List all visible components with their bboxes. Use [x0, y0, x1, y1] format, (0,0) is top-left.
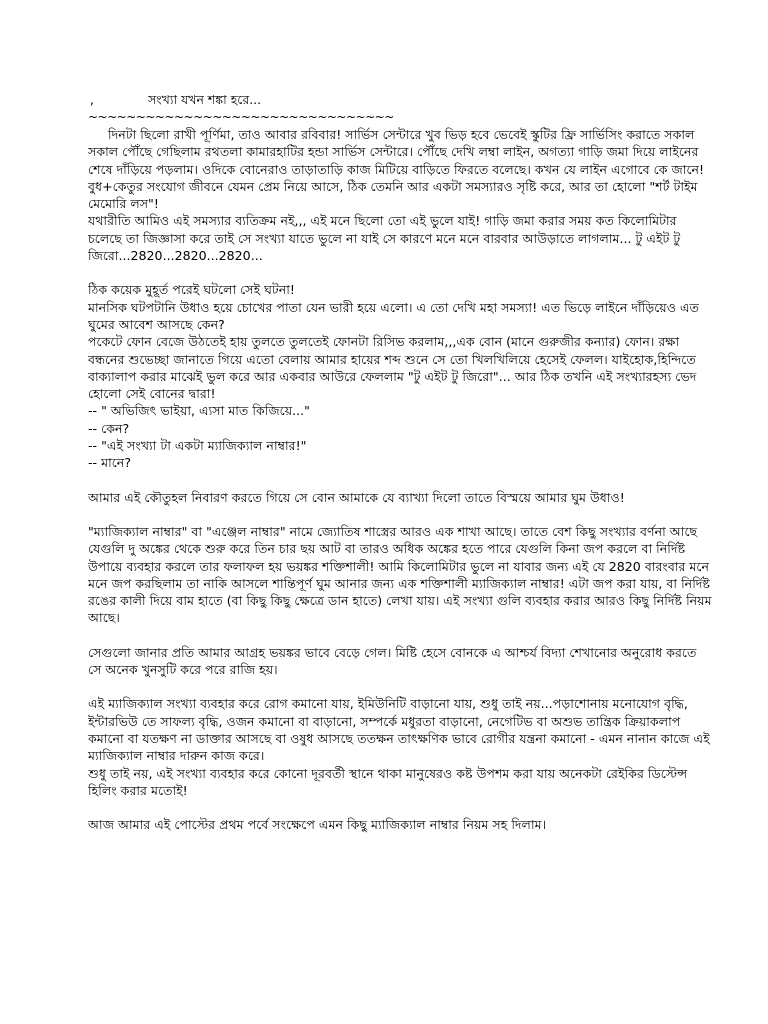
paragraph-curiosity: আমার এই কৌতুহল নিবারণ করতে গিয়ে সে বোন আমাকে যে ব্যাখ্যা দিলো তাতে বিস্ময়ে আমার ঘুম উধাও! [88, 489, 625, 505]
dialog-line: -- কেন? [88, 420, 130, 436]
paragraph-interest: সেগুলো জানার প্রতি আমার আগ্রহ ভয়ঙ্কর ভাবে বেড়ে গেল। মিষ্টি হেসে বোনকে এ আশ্চর্য বিদ্যা শেখানোর অনুরোধ করতে সে অনেক খুনসুটি করে পরে রাজি হয়। [88, 644, 697, 678]
dialog-line: -- " অভিজিৎ ভাইয়া, এ্যসা মাত কিজিয়ে..." [88, 403, 310, 419]
paragraph-event: ঠিক কয়েক মুহূর্ত পরেই ঘটলো সেই ঘটনা! [88, 282, 295, 298]
dialog-line: -- "এই সংখ্যা টা একটা ম্যাজিক্যাল নাম্বার!" [88, 438, 307, 454]
spacer [88, 627, 712, 644]
paragraph-memory: যথারীতি আমিও এই সমস্যার ব্যতিক্রম নই,,, এই মনে ছিলো তো এই ভুলে যাই! গাড়ি জমা করার সময় কত কিলোমিটার চলেছে তা জিজ্ঞাসা করে তাই সে সংখ্যা যাতে ভুলে না যাই সে কারণে মনে মনে বারবার আউড়াতে লাগলাম... টু এইট টু জিরো...2820...2820...2820... [88, 213, 681, 264]
title-separator: ~~~~~~~~~~~~~~~~~~~~~~~~~~~~~~~~ [88, 110, 394, 124]
title-row [88, 92, 712, 112]
spacer [88, 799, 712, 816]
paragraph-intro: দিনটা ছিলো রাখী পূর্ণিমা, তাও আবার রবিবার! সার্ভিস সেন্টারে খুব ভিড় হবে ভেবেই স্কুটির ফ্রি সার্ভিসিং করাতে সকাল সকাল পৌঁছে গেছিলাম রথতলা কামারহাটির হন্ডা সার্ভিস সেন্টারে। পৌঁছে দেখি লম্বা লাইন, অগত্যা গাড়ি জমা দিয়ে লাইনের শেষে দাঁড়িয়ে পড়লাম। ওদিকে বোনেরাও তাড়াতাড়ি কাজ মিটিয়ে বাড়িতে ফিরতে বলেছে। কখন যে লাইন এগোবে কে জানে! [88, 127, 705, 177]
paragraph-uses: এই ম্যাজিক্যাল সংখ্যা ব্যবহার করে রোগ কমানো যায়, ইমিউনিটি বাড়ানো যায়, শুধু তাই নয়...পড়াশোনায় মনোযোগ বৃদ্ধি, ইন্টারভিউ তে সাফল্য বৃদ্ধি, ওজন কমানো বা বাড়ানো, সম্পর্কে মধুরতা বাড়ানো, নেগেটিভ বা অশুভ তান্ত্রিক ক্রিয়াকলাপ কমানো বা যতক্ষণ না ডাক্তার আসছে বা ওষুধ আসছে ততক্ষন তাৎক্ষণিক ভাবে রোগীর যন্ত্রনা কমানো - এমন নানান কাজে এই ম্যাজিক্যাল নাম্বার দারুন কাজ করে। [88, 696, 710, 764]
paragraph-magical-number: "ম্যাজিক্যাল নাম্বার" বা "এঞ্জেল নাম্বার" নামে জ্যোতিষ শাস্ত্রের আরও এক শাখা আছে। তাতে বেশ কিছু সংখ্যার বর্ণনা আছে যেগুলি দু অঙ্কের থেকে শুরু করে তিন চার ছয় আট বা তারও অধিক অঙ্কের হতে পারে যেগুলি কিনা জপ করলে বা নির্দিষ্ট উপায়ে ব্যবহার করলে তার ফলাফল হয় ভয়ঙ্কর শক্তিশালী! আমি কিলোমিটার ভুলে না যাবার জন্য এই যে 2820 বারংবার মনে মনে জপ করছিলাম তা নাকি আসলে শান্তিপূর্ণ ঘুম আনার জন্য এক শক্তিশালী ম্যাজিক্যাল নাম্বার! এটা জপ করা যায়, বা নির্দিষ্ট রঙের কালী দিয়ে বাম হাতে (বা কিছু কিছু ক্ষেত্রে ডান হাতে) লেখা যায়। এই সংখ্যা গুলি ব্যবহার করার আরও কিছু নির্দিষ্ট নিয়ম আছে। [88, 523, 712, 626]
post-title: সংখ্যা যখন শঙ্কা হরে... [148, 92, 262, 107]
dialog-line: -- মানে? [88, 455, 131, 471]
spacer [88, 506, 712, 523]
title-prefix: , [90, 92, 94, 107]
paragraph-sleepy: মানসিক ঘটপটানি উধাও হয়ে চোখের পাতা যেন ভারী হয়ে এলো। এ তো দেখি মহা সমস্যা! এত ভিড়ে লাইনে দাঁড়িয়েও এত ঘুমের আবেশ আসছে কেন? [88, 299, 700, 332]
spacer [88, 678, 712, 695]
paragraph-ketu: বুধ+কেতুর সংযোগ জীবনে যেমন প্রেম নিয়ে আসে, ঠিক তেমনি আর একটা সমস্যারও সৃষ্টি করে, আর তা হোলো "শর্ট টাইম মেমোরি লস"! [88, 178, 698, 212]
spacer [88, 472, 712, 489]
paragraph-distance-healing: শুধু তাই নয়, এই সংখ্যা ব্যবহার করে কোনো দূরবর্তী স্থানে থাকা মানুষেরও কষ্ট উপশম করা যায় অনেকটা রেইকির ডিস্টেন্স হিলিং করার মতোই! [88, 765, 688, 798]
paragraph-phone: পকেটে ফোন বেজে উঠতেই হায় তুলতে তুলতেই ফোনটা রিসিভ করলাম,,,এক বোন (মানে গুরুজীর কন্যার) ফোন। রক্ষা বন্ধনের শুভেচ্ছা জানাতে গিয়ে এতো বেলায় আমার হায়ের শব্দ শুনে সে তো খিলখিলিয়ে হেসেই ফেলল। যাইহোক,হিন্দিতে বাক্যালাপ করার মাঝেই ভুল করে আর একবার আউরে ফেললাম "টু এইট টু জিরো"... আর ঠিক তখনি এই সংখ্যারহস্য ভেদ হোলো সেই বোনের দ্বারা! [88, 334, 697, 402]
paragraph-closing: আজ আমার এই পোস্টের প্রথম পর্বে সংক্ষেপে এমন কিছু ম্যাজিক্যাল নাম্বার নিয়ম সহ দিলাম। [88, 817, 547, 833]
spacer [88, 264, 712, 281]
